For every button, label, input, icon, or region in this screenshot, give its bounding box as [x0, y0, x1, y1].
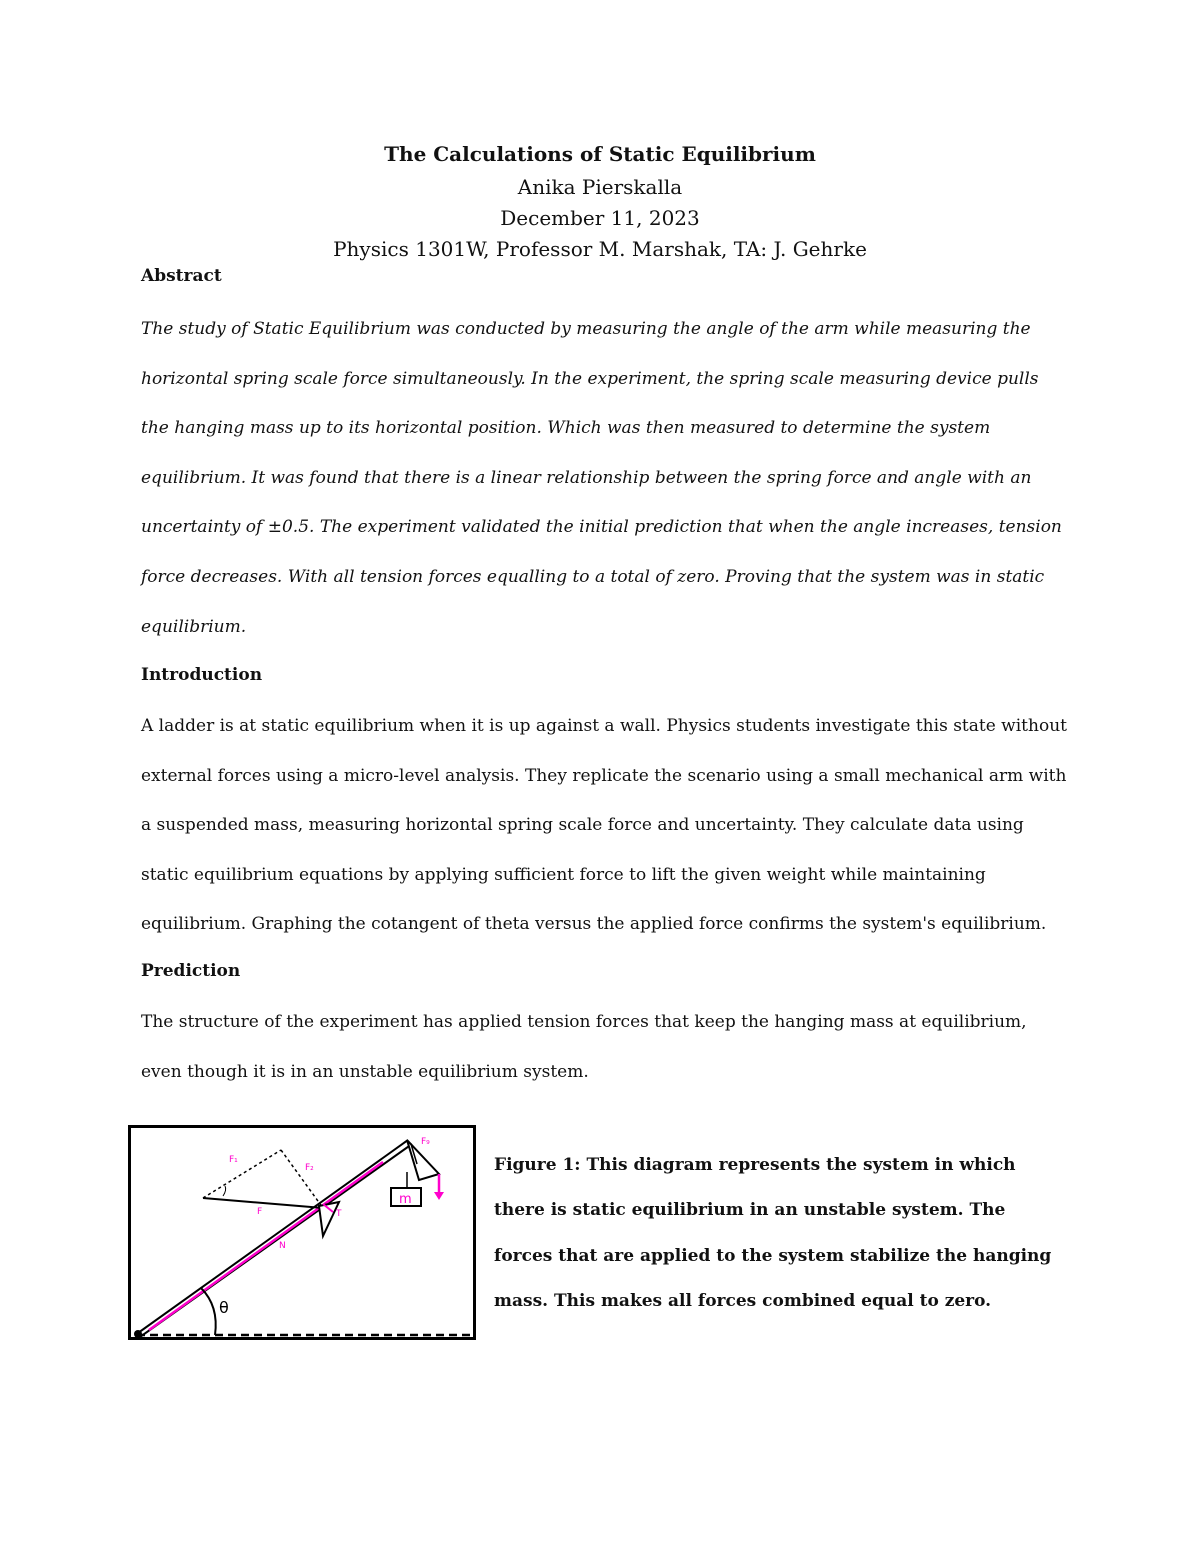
spring-bracket: [319, 1202, 339, 1236]
paper-date: December 11, 2023: [500, 206, 700, 230]
paper-author: Anika Pierskalla: [517, 175, 683, 199]
n-label: N: [279, 1241, 286, 1251]
figure-caption: Figure 1: This diagram represents the system in which there is static equilibrium in an unstable system. The forces that are applied to the system stabilize the hanging mass. This makes all forces combined equal to zero.: [494, 1155, 1052, 1311]
figure-diagram: [128, 1125, 476, 1340]
gravity-arrowhead: [434, 1192, 444, 1200]
equilibrium-diagram-svg: [131, 1128, 473, 1337]
theta-arc: [201, 1288, 216, 1335]
introduction-heading: Introduction: [141, 665, 263, 685]
prediction-heading: Prediction: [141, 961, 241, 981]
f1-component-line: [203, 1150, 281, 1198]
f1-label: F₁: [229, 1155, 238, 1165]
abstract-heading: Abstract: [141, 266, 222, 286]
paper-course: Physics 1301W, Professor M. Marshak, TA: J. Gehrke: [333, 237, 867, 261]
t-label: T: [336, 1209, 342, 1219]
f2-component-line: [281, 1150, 323, 1208]
f-label: F: [257, 1207, 263, 1217]
abstract-text: The study of Static Equilibrium was conducted by measuring the angle of the arm while measuring the horizontal spring scale force simultaneously. In the experiment, the spring scale measuring device pulls the hanging mass up to its horizontal position. Which was then measured to determine the system equilibrium. It was found that there is a linear relationship between the spring force and angle with an uncertainty of ±0.5. The experiment validated the initial prediction that when the angle increases, tension force decreases. With all tension forces equalling to a total of zero. Proving that the system was in static equilibrium.: [141, 319, 1062, 637]
small-angle-arc: [223, 1186, 226, 1196]
fg-label: F₉: [421, 1137, 430, 1147]
normal-force-vector: [149, 1162, 383, 1330]
mass-label: m: [399, 1192, 412, 1207]
f2-label: F₂: [305, 1163, 314, 1173]
arm-line-upper: [138, 1140, 408, 1333]
prediction-text: The structure of the experiment has applied tension forces that keep the hanging mass at equilibrium, even though it is in an unstable equilibrium system.: [141, 1012, 1027, 1082]
spring-line: [203, 1198, 323, 1208]
theta-label: θ: [219, 1298, 229, 1317]
introduction-text: A ladder is at static equilibrium when it is up against a wall. Physics students investigate this state without external forces using a micro-level analysis. They replicate the scenario using a small mechanical arm with a suspended mass, measuring horizontal spring scale force and uncertainty. They calculate data using static equilibrium equations by applying sufficient force to lift the given weight while maintaining equilibrium. Graphing the cotangent of theta versus the applied force confirms the system's equilibrium.: [141, 716, 1067, 935]
paper-title: The Calculations of Static Equilibrium: [384, 142, 816, 166]
